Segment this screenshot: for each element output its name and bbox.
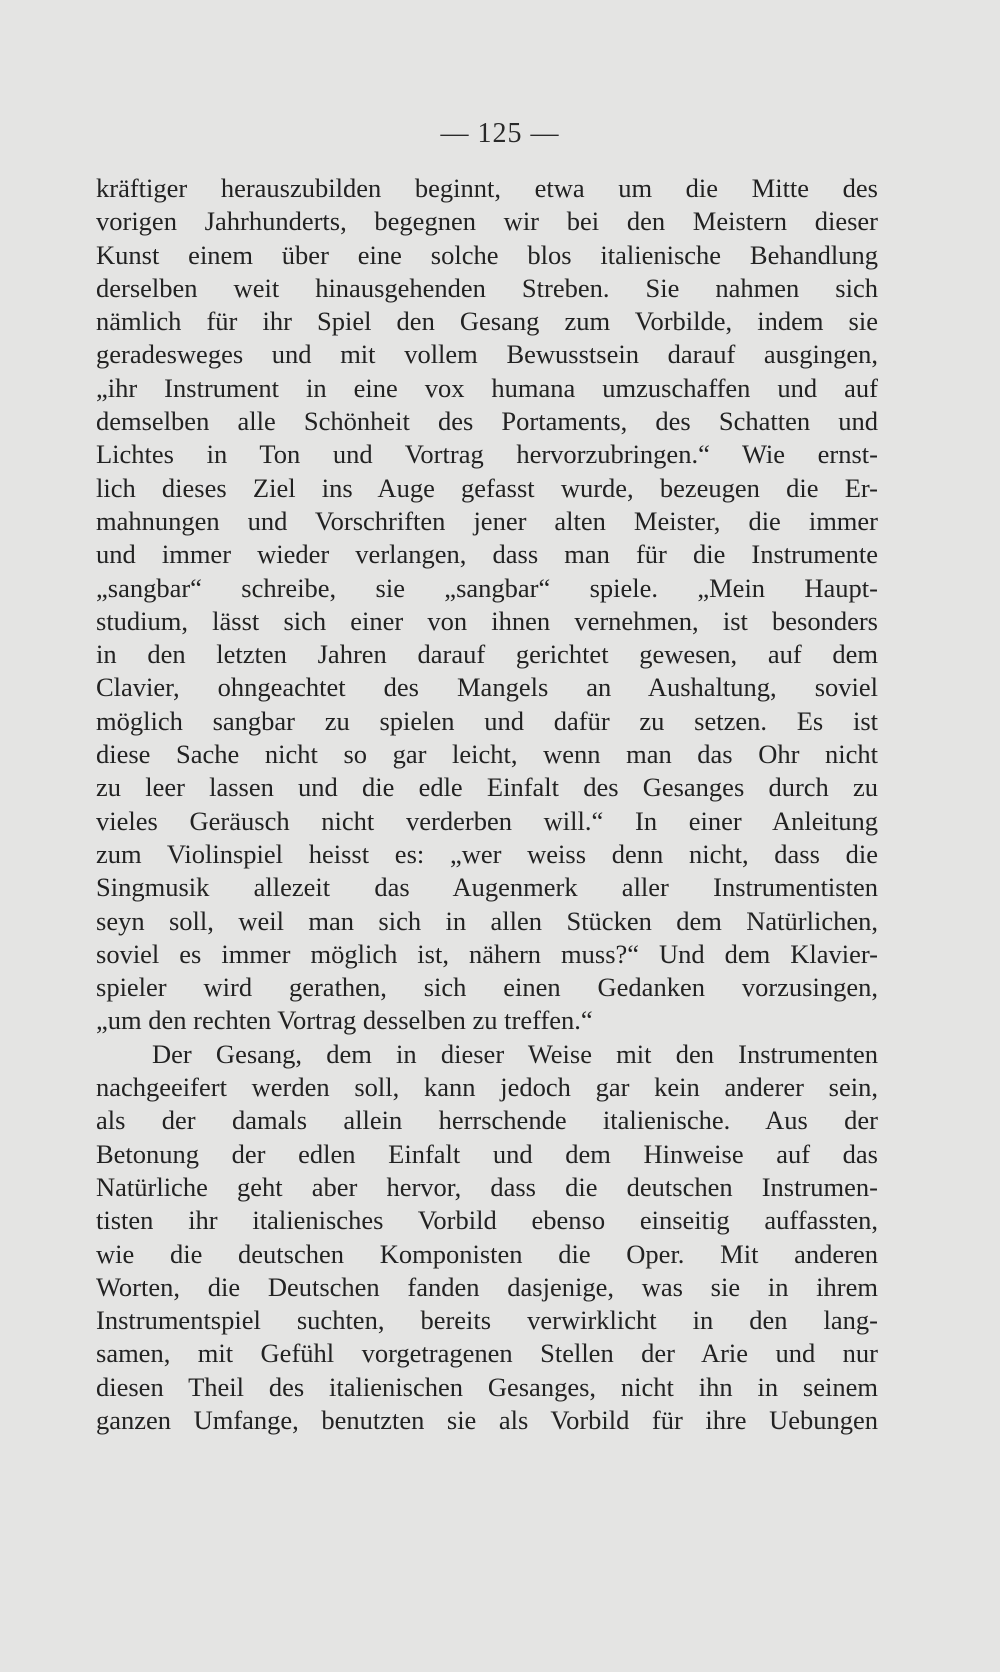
text-line: in den letzten Jahren darauf gerichtet gewesen, auf dem [96,639,878,670]
text-line: lich dieses Ziel ins Auge gefasst wurde, bezeugen die Er- [96,472,878,503]
text-line: Instrumentspiel suchten, bereits verwirklicht in den lang- [96,1305,878,1336]
text-line: vorigen Jahrhunderts, begegnen wir bei den Meistern dieser [96,206,878,237]
text-line: Betonung der edlen Einfalt und dem Hinweise auf das [96,1138,878,1169]
body-text [96,172,878,1437]
text-line: diesen Theil des italienischen Gesanges, nicht ihn in seinem [96,1371,878,1402]
text-line: nämlich für ihr Spiel den Gesang zum Vorbilde, indem sie [96,306,878,337]
text-line: derselben weit hinausgehenden Streben. Sie nahmen sich [96,272,878,303]
text-line: zu leer lassen und die edle Einfalt des Gesanges durch zu [96,772,878,803]
text-line: mahnungen und Vorschriften jener alten Meister, die immer [96,505,878,536]
text-line: Natürliche geht aber hervor, dass die deutschen Instrumen- [96,1171,878,1202]
text-line: kräftiger herauszubilden beginnt, etwa um die Mitte des [96,173,878,203]
paragraph-1 [96,172,878,1038]
page-number: — 125 — [440,118,560,149]
text-line: Singmusik allezeit das Augenmerk aller Instrumentisten [96,872,878,903]
text-line: samen, mit Gefühl vorgetragenen Stellen der Arie und nur [96,1338,878,1369]
text-line: Kunst einem über eine solche blos italienische Behandlung [96,239,878,270]
text-line: möglich sangbar zu spielen und dafür zu setzen. Es ist [96,705,878,736]
text-line: vieles Geräusch nicht verderben will.“ In einer Anleitung [96,805,878,836]
text-line: spieler wird gerathen, sich einen Gedanken vorzusingen, [96,972,878,1003]
text-line: und immer wieder verlangen, dass man für die Instrumente [96,539,878,570]
text-line: geradesweges und mit vollem Bewusstsein darauf ausgingen, [96,339,878,370]
text-line: Clavier, ohngeachtet des Mangels an Aushaltung, soviel [96,672,878,703]
text-line: nachgeeifert werden soll, kann jedoch gar kein anderer sein, [96,1072,878,1103]
text-line: studium, lässt sich einer von ihnen vernehmen, ist besonders [96,605,878,636]
text-line: Worten, die Deutschen fanden dasjenige, was sie in ihrem [96,1271,878,1302]
paragraph-2 [96,1038,878,1438]
text-line: soviel es immer möglich ist, nähern muss?“ Und dem Klavier- [96,938,878,969]
text-line: ganzen Umfange, benutzten sie als Vorbild für ihre Uebungen [96,1404,878,1435]
text-line: diese Sache nicht so gar leicht, wenn man das Ohr nicht [96,739,878,770]
text-line: „sangbar“ schreibe, sie „sangbar“ spiele. „Mein Haupt- [96,572,878,603]
text-line: wie die deutschen Komponisten die Oper. Mit anderen [96,1238,878,1269]
text-line: seyn soll, weil man sich in allen Stücken dem Natürlichen, [96,905,878,936]
text-line: zum Violinspiel heisst es: „wer weiss denn nicht, dass die [96,838,878,869]
text-line: demselben alle Schönheit des Portaments, des Schatten und [96,406,878,437]
text-line: Der Gesang, dem in dieser Weise mit den Instrumenten [152,1038,878,1069]
text-line: Lichtes in Ton und Vortrag hervorzubringen.“ Wie ernst- [96,439,878,470]
text-line: „ihr Instrument in eine vox humana umzuschaffen und auf [96,372,878,403]
text-line: „um den rechten Vortrag desselben zu treffen.“ [96,1005,593,1036]
text-line: als der damals allein herrschende italienische. Aus der [96,1105,878,1136]
text-line: tisten ihr italienisches Vorbild ebenso einseitig auffassten, [96,1205,878,1236]
